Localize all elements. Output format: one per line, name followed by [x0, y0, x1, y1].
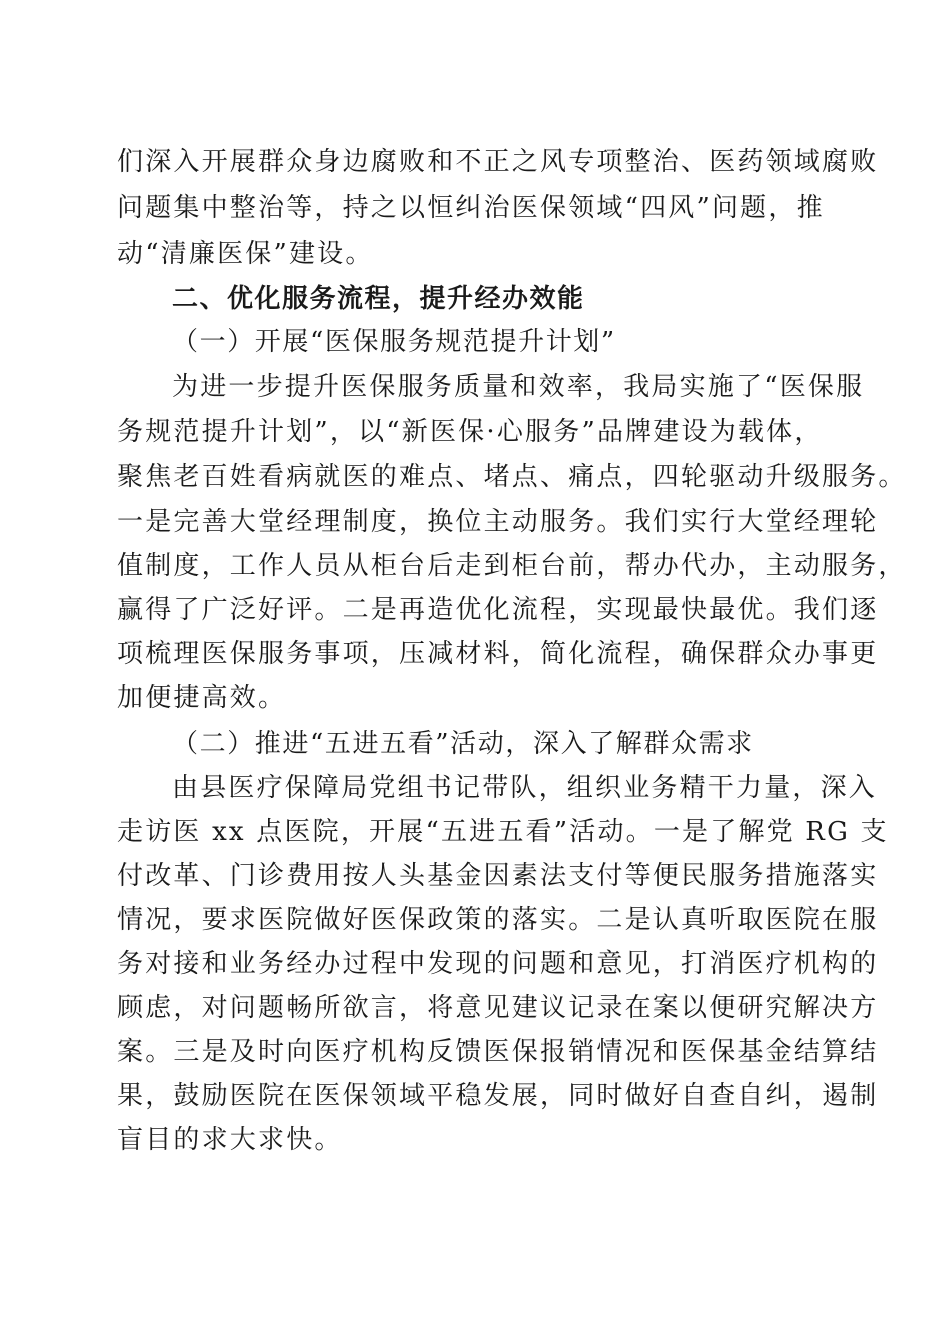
body-text-line: 走访医 xx 点医院，开展“五进五看”活动。一是了解党 RG 支 — [117, 817, 889, 847]
body-text-line: 们深入开展群众身边腐败和不正之风专项整治、医药领域腐败 — [117, 147, 879, 177]
body-text-line: 务对接和业务经办过程中发现的问题和意见，打消医疗机构的 — [117, 949, 879, 979]
body-text-line: 加便捷高效。 — [117, 683, 287, 713]
body-text-line: 务规范提升计划”，以“新医保·心服务”品牌建设为载体， — [117, 417, 823, 447]
body-text-line: 由县医疗保障局党组书记带队，组织业务精干力量，深入 — [172, 773, 878, 803]
body-text-line: 聚焦老百姓看病就医的难点、堵点、痛点，四轮驱动升级服务。 — [117, 462, 907, 492]
body-text-line: 果，鼓励医院在医保领域平稳发展，同时做好自查自纠，遏制 — [117, 1081, 879, 1111]
body-text-line: 动“清廉医保”建设。 — [117, 239, 374, 269]
body-text-line: 问题集中整治等，持之以恒纠治医保领域“四风”问题，推 — [117, 193, 825, 223]
body-text-line: 为进一步提升医保服务质量和效率，我局实施了“医保服 — [172, 372, 865, 402]
section-heading: 二、优化服务流程，提升经办效能 — [172, 284, 585, 314]
body-text-line: 顾虑，对问题畅所欲言，将意见建议记录在案以便研究解决方 — [117, 993, 879, 1023]
body-text-line: 案。三是及时向医疗机构反馈医保报销情况和医保基金结算结 — [117, 1037, 879, 1067]
subsection-heading: （一）开展“医保服务规范提升计划” — [172, 327, 616, 357]
body-text-line: 情况，要求医院做好医保政策的落实。二是认真听取医院在服 — [117, 905, 879, 935]
body-text-line: 项梳理医保服务事项，压减材料，简化流程，确保群众办事更 — [117, 639, 879, 669]
body-text-line: 一是完善大堂经理制度，换位主动服务。我们实行大堂经理轮 — [117, 507, 879, 537]
subsection-heading: （二）推进“五进五看”活动，深入了解群众需求 — [172, 729, 754, 759]
body-text-line: 值制度，工作人员从柜台后走到柜台前，帮办代办，主动服务， — [117, 551, 907, 581]
body-text-line: 赢得了广泛好评。二是再造优化流程，实现最快最优。我们逐 — [117, 595, 879, 625]
body-text-line: 付改革、门诊费用按人头基金因素法支付等便民服务措施落实 — [117, 861, 879, 891]
body-text-line: 盲目的求大求快。 — [117, 1125, 343, 1155]
